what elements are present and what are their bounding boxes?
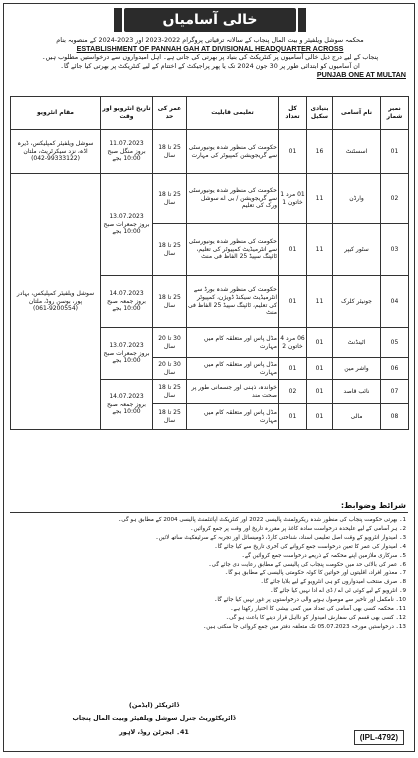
header-bps: بنیادی سکیل [307,97,333,130]
cell-count: 02 [279,380,307,404]
cell-qualification: حکومت کی منظور شدہ یونیورسٹی سے گریجویشن / بی اے سوشل ورک کی تعلیم [187,174,279,224]
condition-item: 8۔ صرف منتخب امیدواروں کو ہی انٹرویو کے لیے بلایا جائے گا۔ [260,579,406,586]
interview-time: بروز منگل صبح 10:00 بجے [107,147,146,163]
header-qualification: تعلیمی قابلیت [187,97,279,130]
condition-item: 3۔ امیدوار انٹرویو کے وقت اصل تعلیمی اسناد، شناختی کارڈ، ڈومیسائل اور تجربہ کے سرٹیفکیٹ ساتھ لائیں۔ [155,534,406,541]
venue-phone: (042-99333122) [31,155,80,163]
cell-interview [101,328,153,380]
cell-post: اسسٹنٹ [333,130,381,174]
cell-qualification: خواندہ، ذہنی اور جسمانی طور پر صحت مند [187,380,279,404]
condition-item: 11۔ محکمہ کسی بھی آسامی کی تعداد میں کمی بیشی کا اختیار رکھتا ہے۔ [230,606,406,613]
conditions-list [14,516,406,632]
cell-qualification: حکومت کی منظور شدہ یونیورسٹی سے گریجویشن کمپیوٹر کی مہارت [187,130,279,174]
cell-count: 01 [279,358,307,380]
cell-sr: 07 [381,380,409,404]
header-interview-date: تاریخ انٹرویو اور وقت [101,97,153,130]
cell-count: 01 [279,404,307,430]
cell-bps: 11 [307,224,333,276]
cell-bps: 11 [307,276,333,328]
cell-interview [101,276,153,328]
condition-item: 12۔ کسی بھی قسم کی سفارش امیدوار کو نااہل قرار دینے کا باعث ہو گی۔ [225,614,406,621]
cell-age: 25 تا 18 سال [153,130,187,174]
cell-bps: 11 [307,174,333,224]
cell-age: 25 تا 18 سال [153,224,187,276]
header-sr: نمبر شمار [381,97,409,130]
cell-venue [11,174,101,430]
cell-sr: 04 [381,276,409,328]
condition-item: 10۔ نامکمل اور تاخیر سے موصول ہونے والی درخواستوں پر غور نہیں کیا جائے گا۔ [214,597,406,604]
cell-count: 01 مرد 1 خاتون 1 [279,174,307,224]
cell-bps: 01 [307,358,333,380]
cell-post: جونیئر کلرک [333,276,381,328]
condition-item: 6۔ عمر کی بالائی حد میں حکومت پنجاب کی پالیسی کے مطابق رعایت دی جائے گی۔ [208,561,406,568]
cell-interview [101,380,153,430]
intro-line-2: پنجاب کے لیے درج ذیل خالی آسامیوں پر کنٹریکٹ کی بنیاد پر بھرتی کی جانی ہے۔ اہل امیدواروں سے درخواستیں مطلوب ہیں۔ [41,53,379,62]
interview-date: 13.07.2023 [109,342,144,350]
venue-phone: (061-9200554) [32,305,79,313]
cell-sr: 03 [381,224,409,276]
interview-date: 14.07.2023 [109,393,144,401]
cell-age: 25 تا 18 سال [153,380,187,404]
cell-bps: 01 [307,328,333,358]
cell-interview [101,130,153,174]
table-row [11,130,409,174]
intro-line-3: ان آسامیوں کو ابتدائی طور پر 30 جون 2024 تک یا پھر پراجیکٹ کے اختتام کے لیے کنٹریکٹ پر بھرتی کیا جائے گا۔ [60,61,360,70]
cell-post: سٹور کیپر [333,224,381,276]
cell-post: نائب قاصد [333,380,381,404]
condition-item: 7۔ معذور افراد، اقلیتوں اور خواتین کا کوٹہ حکومتی پالیسی کے مطابق ہو گا۔ [224,570,406,577]
cell-post: مالی [333,404,381,430]
interview-date: 14.07.2023 [109,290,144,298]
header-count: کل تعداد [279,97,307,130]
interview-date: 11.07.2023 [109,140,144,148]
cell-age: 25 تا 18 سال [153,276,187,328]
project-name: ESTABLISHMENT OF PANNAH GAH AT DIVISIONAL HEADQUARTER ACROSS [76,44,344,53]
cell-sr: 01 [381,130,409,174]
cell-count: 01 [279,224,307,276]
advertisement-page [3,3,415,752]
cell-qualification: مڈل پاس اور متعلقہ کام میں مہارت [187,328,279,358]
cell-age: 25 تا 18 سال [153,174,187,224]
cell-venue [11,130,101,174]
condition-item: 9۔ انٹرویو کے لیے کوئی ٹی اے / ڈی اے ادا نہیں کیا جائے گا۔ [270,588,406,595]
page-title: خالی آسامیاں [124,8,296,32]
table-row [11,174,409,224]
cell-sr: 06 [381,358,409,380]
header-venue: مقام انٹرویو [11,97,101,130]
intro-line-1: محکمہ سوشل ویلفیئر و بیت المال پنجاب کے سالانہ ترقیاتی پروگرام 2022-2023 اور 2023-2024 کے منصوبہ بنام [56,36,364,44]
cell-age: 25 تا 18 سال [153,404,187,430]
intro-paragraph [12,36,408,70]
condition-item: 1۔ بھرتی حکومت پنجاب کی منظور شدہ ریکروٹمنٹ پالیسی 2022 اور کنٹریکٹ اپائنٹمنٹ پالیسی 2004 کے مطابق ہو گی۔ [118,517,406,523]
cell-sr: 02 [381,174,409,224]
condition-item: 2۔ ہر آسامی کے لیے علیحدہ درخواست سادہ کاغذ پر مقررہ تاریخ اور وقت پر جمع کروائیں۔ [190,525,406,532]
cell-age: 30 تا 20 سال [153,358,187,380]
venue-text: سوشل ویلفیئر کمپلیکس، ڈیرہ اڈہ، نزد سیکرٹریٹ، ملتان [17,140,94,155]
table-header-row [11,97,409,130]
office-address: 41۔ ایجرٹن روڈ، لاہور [119,728,189,736]
condition-item: 4۔ امیدوار کی عمر کا تعین درخواست جمع کروانے کی آخری تاریخ سے کیا جائے گا۔ [214,543,406,550]
cell-count: 06 مرد 4 خاتون 2 [279,328,307,358]
interview-date: 13.07.2023 [109,213,144,221]
conditions-title: شرائط وضوابط: [340,501,406,510]
ad-code: (IPL-4792) [354,730,404,745]
cell-post: وارڈن [333,174,381,224]
cell-bps: 01 [307,380,333,404]
cell-qualification: مڈل پاس اور متعلقہ کام میں مہارت [187,358,279,380]
interview-time: بروز جمعرات صبح 10:00 بجے [103,220,150,236]
office-name: ڈائریکٹوریٹ جنرل سوشل ویلفیئر وبیت المال پنجاب [72,714,236,722]
vacancies-table [10,96,409,430]
header-age: عمر کی حد [153,97,187,130]
cell-count: 01 [279,276,307,328]
cell-sr: 08 [381,404,409,430]
cell-post: واشر مین [333,358,381,380]
cell-qualification: حکومت کی منظور شدہ بورڈ سے انٹرمیڈیٹ سیکنڈ ڈویژن، کمپیوٹر کی تعلیم، ٹائپنگ سپیڈ 25 الفاظ فی منٹ [187,276,279,328]
location-name: PUNJAB ONE AT MULTAN [316,70,406,79]
cell-bps: 01 [307,404,333,430]
cell-sr: 05 [381,328,409,358]
condition-item: 5۔ سرکاری ملازمین اپنے محکمہ کے ذریعے درخواست جمع کروائیں گے۔ [241,552,406,559]
section-divider [10,512,408,513]
venue-text: سوشل ویلفیئر کمپلیکس، بہادر پور، بوسن روڈ، ملتان [16,290,95,305]
interview-time: بروز جمعہ صبح 10:00 بجے [107,297,146,313]
header-post: نام آسامی [333,97,381,130]
cell-qualification: مڈل پاس اور متعلقہ کام میں مہارت [187,404,279,430]
condition-item: 13۔ درخواستیں مورخہ 05.07.2023 تک متعلقہ دفتر میں جمع کروائی جا سکتی ہیں۔ [203,623,406,630]
cell-bps: 16 [307,130,333,174]
signatory: ڈائریکٹر (ایڈمن) [128,701,180,709]
interview-time: بروز جمعہ صبح 10:00 بجے [107,400,146,416]
interview-time: بروز جمعرات صبح 10:00 بجے [103,349,150,365]
cell-qualification: حکومت کی منظور شدہ یونیورسٹی سے انٹرمیڈیٹ کمپیوٹر کی تعلیم، ٹائپنگ سپیڈ 25 الفاظ فی منٹ [187,224,279,276]
cell-count: 01 [279,130,307,174]
cell-age: 30 تا 20 سال [153,328,187,358]
cell-interview [101,174,153,276]
cell-post: اٹینڈنٹ [333,328,381,358]
